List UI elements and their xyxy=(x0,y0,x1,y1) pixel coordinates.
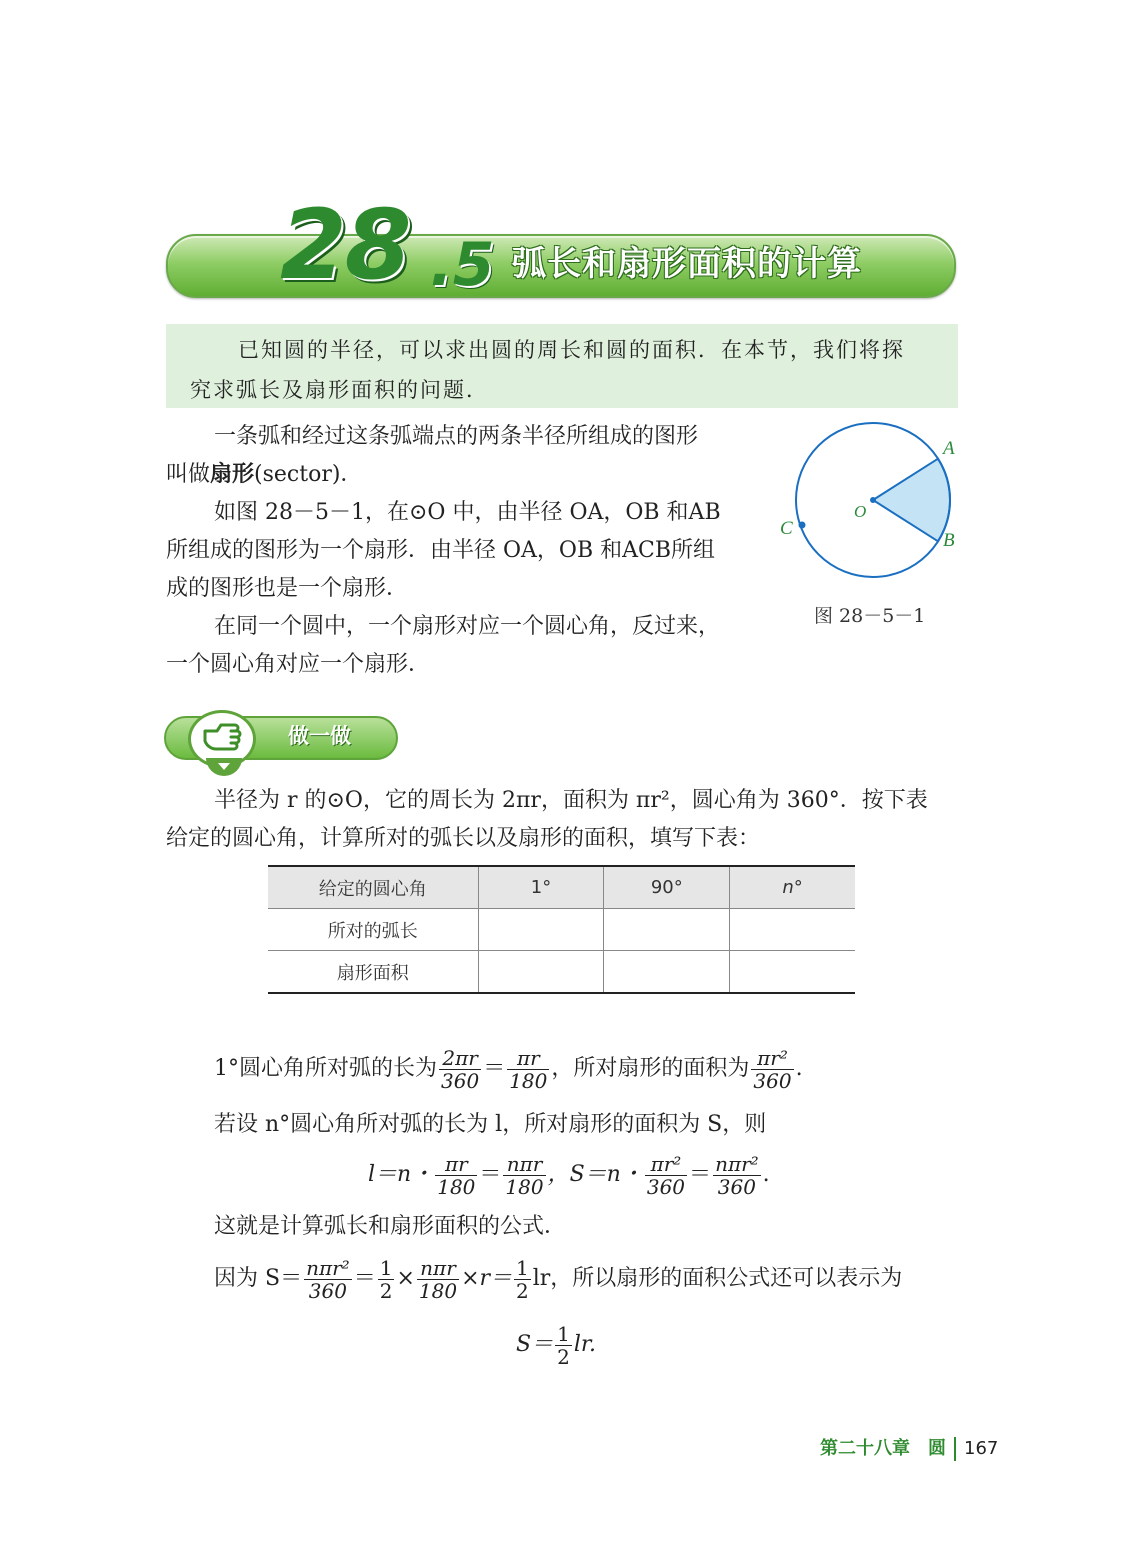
fraction-denominator: 2 xyxy=(557,1344,570,1369)
text-line: 所组成的图形为一个扇形．由半径 OA，OB 和ACB所组 xyxy=(166,538,716,563)
text-span: . xyxy=(762,1162,770,1187)
fraction-denominator: 360 xyxy=(646,1174,686,1199)
fraction xyxy=(435,1153,477,1198)
label-c: C xyxy=(780,518,793,539)
text-span: 叫做 xyxy=(166,462,211,487)
fraction xyxy=(713,1153,761,1198)
fraction-denominator: 180 xyxy=(505,1174,544,1199)
formula-line-6 xyxy=(516,1316,596,1374)
text-span: . xyxy=(795,1056,803,1081)
equals-sign: ＝ xyxy=(353,1266,376,1291)
table-cell[interactable] xyxy=(604,951,730,994)
table-header-row xyxy=(268,866,855,909)
fraction xyxy=(378,1257,395,1302)
fraction xyxy=(751,1047,793,1092)
text-line: 在同一个圆中，一个扇形对应一个圆心角，反过来， xyxy=(214,614,721,639)
key-term: 扇形 xyxy=(210,462,255,487)
activity-text xyxy=(166,782,966,858)
figure-caption: 图 28－5－1 xyxy=(814,605,926,627)
fraction-denominator: 360 xyxy=(441,1068,480,1093)
table-row-label: 所对的弧长 xyxy=(268,909,478,951)
text-line: 如图 28－5－1，在⊙O 中，由半径 OA，OB 和AB xyxy=(214,500,721,525)
table-header-cell: 1° xyxy=(478,866,604,909)
sector-figure xyxy=(780,418,970,588)
text-span: 1°圆心角所对弧的长为 xyxy=(214,1056,437,1081)
intro-text xyxy=(190,330,950,410)
text-span: l＝n・ xyxy=(368,1162,434,1187)
text-span: ，S＝n・ xyxy=(547,1162,643,1187)
fraction xyxy=(439,1047,481,1092)
fraction xyxy=(417,1257,459,1302)
fraction-numerator: nπr xyxy=(503,1153,545,1176)
text-span: ×r＝ xyxy=(461,1266,513,1291)
times-sign: × xyxy=(396,1266,415,1291)
point-c xyxy=(799,522,806,529)
fraction-numerator: 1 xyxy=(379,1255,393,1280)
table-cell[interactable] xyxy=(478,951,604,994)
fraction xyxy=(503,1153,545,1198)
chapter-label: 第二十八章 圆 xyxy=(820,1438,946,1459)
fraction-denominator: 360 xyxy=(753,1068,792,1093)
equals-sign: ＝ xyxy=(479,1162,502,1187)
text-span: 因为 S＝ xyxy=(214,1266,303,1291)
label-o: O xyxy=(854,502,867,521)
table-row-label: 扇形面积 xyxy=(268,951,478,994)
formula-line-4: 这就是计算弧长和扇形面积的公式． xyxy=(214,1214,567,1239)
text-span: lr. xyxy=(573,1332,596,1357)
footer-divider xyxy=(954,1437,956,1461)
page-number: 167 xyxy=(964,1438,999,1459)
text-line: 成的图形也是一个扇形． xyxy=(166,576,409,601)
center-point xyxy=(870,497,876,503)
text-line: 一条弧和经过这条弧端点的两条半径所组成的图形 xyxy=(214,424,699,449)
text-span: S＝ xyxy=(516,1332,554,1357)
fraction-numerator: 1 xyxy=(516,1255,529,1280)
formula-line-1 xyxy=(214,1040,803,1098)
formula-line-5 xyxy=(214,1250,902,1308)
section-title: 弧长和扇形面积的计算 xyxy=(512,244,862,284)
fraction xyxy=(645,1153,687,1198)
fraction-numerator: πr xyxy=(507,1047,549,1070)
fraction-denominator: 2 xyxy=(379,1278,393,1303)
text-span: (sector)． xyxy=(254,462,363,487)
fraction xyxy=(514,1257,531,1302)
text-span: ，所对扇形的面积为 xyxy=(551,1056,750,1081)
equals-sign: ＝ xyxy=(483,1056,506,1081)
fraction xyxy=(507,1047,549,1092)
table-cell[interactable] xyxy=(604,909,730,951)
section-subnumber: .5 xyxy=(430,230,495,300)
label-b: B xyxy=(943,530,955,551)
equals-sign: ＝ xyxy=(689,1162,712,1187)
activity-label: 做一做 xyxy=(288,724,351,748)
section-number: 28 xyxy=(280,189,410,301)
page-footer xyxy=(820,1434,998,1461)
formula-line-3 xyxy=(368,1146,770,1204)
fraction-denominator: 180 xyxy=(509,1068,548,1093)
fraction-numerator: πr² xyxy=(645,1153,687,1176)
intro-line: 已知圆的半径，可以求出圆的周长和圆的面积．在本节，我们将探 xyxy=(238,338,905,362)
text-line: 半径为 r 的⊙O，它的周长为 2πr，面积为 πr²，圆心角为 360°．按下表 xyxy=(214,788,928,813)
fraction xyxy=(555,1323,572,1368)
text-line: 给定的圆心角，计算所对的弧长以及扇形的面积，填写下表： xyxy=(166,826,761,851)
fraction-denominator: 180 xyxy=(437,1174,476,1199)
label-a: A xyxy=(943,438,955,459)
table-header-cell: 90° xyxy=(604,866,730,909)
fraction-numerator: 1 xyxy=(557,1321,570,1346)
table-row xyxy=(268,951,855,994)
table-row xyxy=(268,909,855,951)
table-header-cell: 给定的圆心角 xyxy=(268,866,478,909)
intro-line: 究求弧长及扇形面积的问题． xyxy=(190,378,489,402)
fraction-numerator: πr xyxy=(435,1153,477,1176)
fraction-denominator: 360 xyxy=(308,1278,347,1303)
table-cell[interactable] xyxy=(730,909,855,951)
sector-shape xyxy=(873,459,950,542)
formula-line-2: 若设 n°圆心角所对弧的长为 l，所对扇形的面积为 S，则 xyxy=(214,1112,767,1137)
table-cell[interactable] xyxy=(478,909,604,951)
text-line: 一个圆心角对应一个扇形． xyxy=(166,652,431,677)
fill-in-table xyxy=(268,865,855,994)
text-span: lr，所以扇形的面积公式还可以表示为 xyxy=(532,1266,903,1291)
fraction-numerator: nπr² xyxy=(306,1255,350,1280)
badge-arrow-icon xyxy=(206,758,242,776)
fraction xyxy=(304,1257,352,1302)
fraction-denominator: 360 xyxy=(717,1174,756,1199)
table-cell[interactable] xyxy=(730,951,855,994)
fraction-denominator: 180 xyxy=(418,1278,458,1303)
fraction-numerator: nπr² xyxy=(715,1151,759,1176)
fraction-numerator: nπr xyxy=(417,1257,459,1280)
table-header-cell: n° xyxy=(730,866,855,909)
text-line xyxy=(166,456,766,494)
fraction-denominator: 2 xyxy=(516,1278,529,1303)
fraction-numerator: 2πr xyxy=(439,1047,481,1070)
fraction-numerator: πr² xyxy=(751,1047,793,1070)
definition-paragraph xyxy=(166,418,766,684)
